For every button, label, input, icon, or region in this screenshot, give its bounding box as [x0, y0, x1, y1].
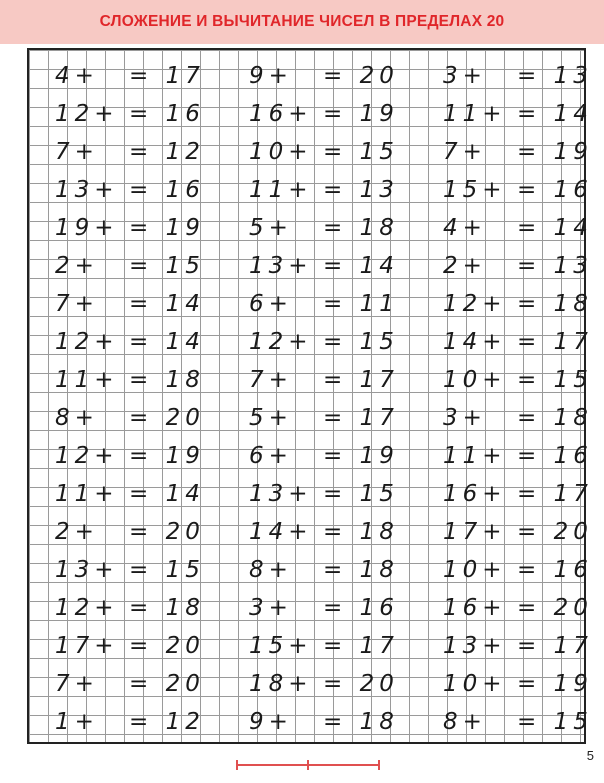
equation [55, 94, 205, 132]
equation [443, 170, 593, 208]
equation-left-part: 12+ [55, 595, 119, 621]
equation [249, 474, 399, 512]
equation-left-part: 12+ [55, 101, 119, 127]
equation-left-part: 8+ [249, 557, 293, 583]
equation-row [27, 170, 593, 208]
equation [443, 322, 593, 360]
equation [55, 56, 205, 94]
equation-result: = 16 [129, 177, 205, 203]
equation [249, 132, 399, 170]
page-title: СЛОЖЕНИЕ И ВЫЧИТАНИЕ ЧИСЕЛ В ПРЕДЕЛАХ 20 [99, 13, 505, 30]
equation-result: = 18 [129, 367, 205, 393]
equation [443, 550, 593, 588]
equation-left-part: 11+ [443, 443, 507, 469]
equation-left-part: 5+ [249, 215, 293, 241]
equation-result: = 18 [323, 557, 399, 583]
equation [55, 322, 205, 360]
equation-result: = 19 [129, 443, 205, 469]
equation-left-part: 2+ [55, 253, 99, 279]
equation [443, 474, 593, 512]
equation [55, 246, 205, 284]
equation [443, 360, 593, 398]
equation [55, 474, 205, 512]
equation [249, 56, 399, 94]
decoration-tick-left [236, 760, 238, 770]
equation-left-part: 7+ [55, 671, 99, 697]
equation [443, 56, 593, 94]
equation-left-part: 8+ [443, 709, 487, 735]
equation-result: = 18 [129, 595, 205, 621]
equation [249, 284, 399, 322]
equation [55, 284, 205, 322]
equation-left-part: 2+ [55, 519, 99, 545]
equation-left-part: 12+ [249, 329, 313, 355]
equation [249, 702, 399, 740]
equation-left-part: 1+ [55, 709, 99, 735]
equation-row [27, 664, 593, 702]
equation-result: = 20 [129, 519, 205, 545]
equation-left-part: 4+ [443, 215, 487, 241]
equation-left-part: 14+ [443, 329, 507, 355]
equation-left-part: 16+ [443, 481, 507, 507]
equation-result: = 17 [323, 405, 399, 431]
equation [443, 436, 593, 474]
equation-result: = 20 [517, 595, 593, 621]
equation-result: = 19 [129, 215, 205, 241]
equation-row [27, 246, 593, 284]
equation-result: = 17 [323, 367, 399, 393]
equation-left-part: 8+ [55, 405, 99, 431]
equation [443, 702, 593, 740]
equation-result: = 17 [517, 329, 593, 355]
decoration-tick-middle [307, 760, 309, 770]
equation [249, 322, 399, 360]
equation-row [27, 360, 593, 398]
equation [55, 132, 205, 170]
equation-left-part: 9+ [249, 63, 293, 89]
equation-left-part: 16+ [443, 595, 507, 621]
equation-result: = 12 [129, 709, 205, 735]
equation-left-part: 5+ [249, 405, 293, 431]
equation [55, 702, 205, 740]
equation [249, 246, 399, 284]
equation-result: = 15 [129, 253, 205, 279]
equation-result: = 20 [323, 63, 399, 89]
equation-result: = 19 [323, 443, 399, 469]
equation-result: = 18 [323, 519, 399, 545]
page-number: 5 [586, 748, 594, 763]
equation-left-part: 4+ [55, 63, 99, 89]
equation-row [27, 94, 593, 132]
equation-row [27, 322, 593, 360]
equation-result: = 20 [323, 671, 399, 697]
equation-row [27, 132, 593, 170]
equation-result: = 14 [517, 215, 593, 241]
equation [249, 664, 399, 702]
equation [249, 436, 399, 474]
equation-result: = 19 [323, 101, 399, 127]
equation-result: = 15 [129, 557, 205, 583]
equation [55, 588, 205, 626]
equation [443, 284, 593, 322]
equation-result: = 11 [323, 291, 399, 317]
equation-result: = 15 [323, 329, 399, 355]
equation-left-part: 12+ [55, 443, 119, 469]
equation [55, 512, 205, 550]
equation [443, 94, 593, 132]
equation-left-part: 10+ [443, 557, 507, 583]
equation-result: = 13 [517, 253, 593, 279]
equation-result: = 12 [129, 139, 205, 165]
equation [249, 512, 399, 550]
equation-left-part: 7+ [55, 291, 99, 317]
equation-result: = 17 [129, 63, 205, 89]
equation [55, 170, 205, 208]
equation-left-part: 13+ [249, 253, 313, 279]
equation-result: = 20 [517, 519, 593, 545]
equation-row [27, 284, 593, 322]
equation-left-part: 3+ [249, 595, 293, 621]
equation-left-part: 13+ [55, 177, 119, 203]
equation [249, 208, 399, 246]
equation-result: = 18 [517, 405, 593, 431]
equation-row [27, 436, 593, 474]
equation-left-part: 7+ [55, 139, 99, 165]
equation-result: = 14 [129, 329, 205, 355]
equation [249, 626, 399, 664]
decoration-tick-right [378, 760, 380, 770]
equation-row [27, 550, 593, 588]
equation-left-part: 18+ [249, 671, 313, 697]
equation-left-part: 13+ [55, 557, 119, 583]
equation-result: = 14 [129, 291, 205, 317]
equation [443, 246, 593, 284]
equation-left-part: 11+ [249, 177, 313, 203]
equation-left-part: 2+ [443, 253, 487, 279]
equation-result: = 16 [517, 557, 593, 583]
equation-result: = 18 [323, 709, 399, 735]
equation-result: = 14 [323, 253, 399, 279]
equation-result: = 16 [129, 101, 205, 127]
equation [443, 512, 593, 550]
equation-left-part: 19+ [55, 215, 119, 241]
equation-left-part: 6+ [249, 443, 293, 469]
equation-row [27, 398, 593, 436]
equation-row [27, 474, 593, 512]
exercise-rows [27, 48, 593, 744]
equation [249, 550, 399, 588]
equation [55, 398, 205, 436]
equation-result: = 19 [517, 139, 593, 165]
equation-result: = 16 [517, 443, 593, 469]
equation [55, 360, 205, 398]
equation-left-part: 16+ [249, 101, 313, 127]
equation-left-part: 11+ [55, 367, 119, 393]
equation-result: = 17 [517, 481, 593, 507]
equation-result: = 17 [517, 633, 593, 659]
equation [55, 436, 205, 474]
equation-left-part: 12+ [55, 329, 119, 355]
equation [443, 398, 593, 436]
equation [443, 132, 593, 170]
equation-left-part: 9+ [249, 709, 293, 735]
equation-result: = 17 [323, 633, 399, 659]
equation-left-part: 17+ [443, 519, 507, 545]
equation-row [27, 56, 593, 94]
equation-result: = 14 [129, 481, 205, 507]
equation-result: = 13 [517, 63, 593, 89]
equation-left-part: 17+ [55, 633, 119, 659]
equation-left-part: 10+ [443, 671, 507, 697]
equation-result: = 20 [129, 405, 205, 431]
equation [249, 94, 399, 132]
equation-row [27, 588, 593, 626]
equation-left-part: 11+ [443, 101, 507, 127]
equation-left-part: 13+ [249, 481, 313, 507]
equation-result: = 19 [517, 671, 593, 697]
equation-result: = 20 [129, 671, 205, 697]
equation [55, 550, 205, 588]
equation [55, 626, 205, 664]
equation [443, 664, 593, 702]
equation-result: = 13 [323, 177, 399, 203]
equation-result: = 16 [517, 177, 593, 203]
equation-left-part: 6+ [249, 291, 293, 317]
equation-result: = 15 [323, 139, 399, 165]
equation [443, 588, 593, 626]
equation-result: = 14 [517, 101, 593, 127]
equation-left-part: 11+ [55, 481, 119, 507]
equation-row [27, 512, 593, 550]
equation-left-part: 15+ [249, 633, 313, 659]
equation-left-part: 15+ [443, 177, 507, 203]
equation [443, 208, 593, 246]
equation-left-part: 10+ [249, 139, 313, 165]
equation [443, 626, 593, 664]
equation-result: = 18 [323, 215, 399, 241]
equation [249, 588, 399, 626]
equation-left-part: 7+ [443, 139, 487, 165]
equation-row [27, 702, 593, 740]
equation [249, 170, 399, 208]
equation-result: = 15 [517, 367, 593, 393]
equation [55, 664, 205, 702]
equation-result: = 18 [517, 291, 593, 317]
equation-result: = 15 [517, 709, 593, 735]
equation [249, 398, 399, 436]
equation-left-part: 7+ [249, 367, 293, 393]
equation-row [27, 208, 593, 246]
equation [249, 360, 399, 398]
equation [55, 208, 205, 246]
equation-left-part: 13+ [443, 633, 507, 659]
equation-result: = 15 [323, 481, 399, 507]
equation-left-part: 12+ [443, 291, 507, 317]
equation-row [27, 626, 593, 664]
equation-result: = 20 [129, 633, 205, 659]
equation-result: = 16 [323, 595, 399, 621]
equation-left-part: 14+ [249, 519, 313, 545]
equation-left-part: 3+ [443, 63, 487, 89]
equation-left-part: 3+ [443, 405, 487, 431]
equation-left-part: 10+ [443, 367, 507, 393]
